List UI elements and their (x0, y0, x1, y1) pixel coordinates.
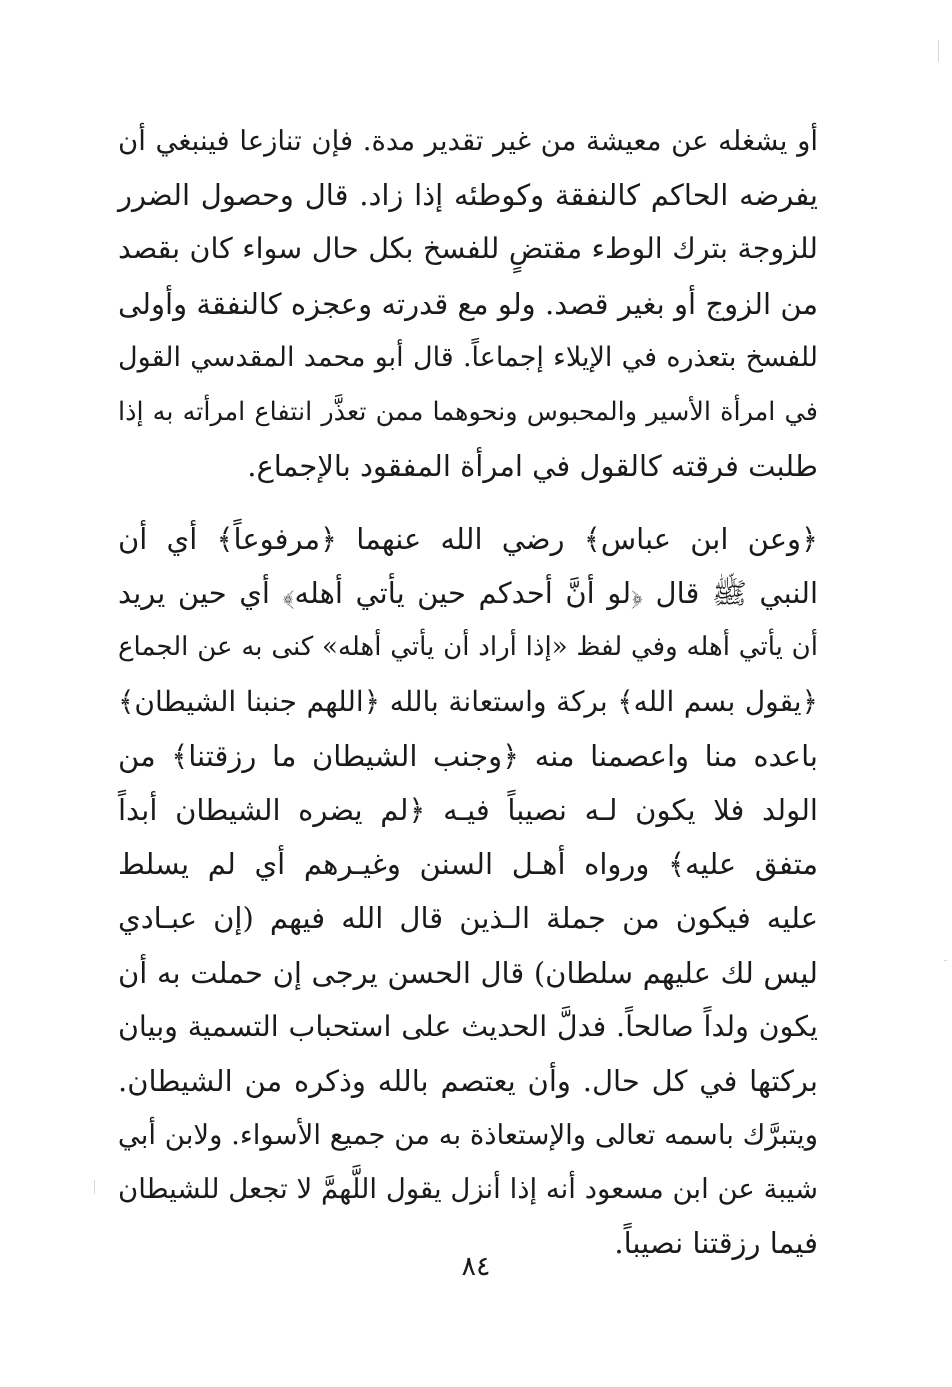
text-line: ويتبرَّك باسمه تعالى والإستعاذة به من جميع الأسواء. ولابن أبي (117, 1119, 818, 1152)
text-line: ﴿يقول بسم الله﴾ بركة واستعانة بالله ﴿اللهم جنبنا الشيطان﴾ (118, 684, 818, 718)
text-line: للزوجة بترك الوطء مقتضٍ للفسخ بكل حال سواء كان بقصد (118, 232, 818, 266)
text-line: عليه فيكون من جملة الـذين قال الله فيهم (إن عبـادي (118, 901, 818, 936)
text-line: النبي ﷺ قال ﴿لو أنَّ أحدكم حين يأتي أهله﴾ أي حين يريد (118, 576, 818, 611)
text-line: بركتها في كل حال. وأن يعتصم بالله وذكره من الشيطان. (118, 1063, 818, 1098)
page-number: ٨٤ (461, 1251, 491, 1282)
paragraph-1 (118, 114, 818, 493)
scan-mark (94, 1180, 95, 1194)
text-line: من الزوج أو بغير قصد. ولو مع قدرته وعجزه كالنفقة وأولى (118, 286, 818, 321)
text-line: يكون ولداً صالحاً. فدلَّ الحديث على استحباب التسمية وبيان (118, 1009, 818, 1043)
text-line: أن يأتي أهله وفي لفظ «إذا أراد أن يأتي أهله» كنى به عن الجماع (118, 632, 818, 663)
text-line: متفق عليه﴾ ورواه أهـل السنن وغيـرهم أي لم يسلط (118, 847, 818, 882)
paragraph-2 (118, 512, 818, 1271)
text-line: الولد فلا يكون لـه نصيباً فيـه ﴿لم يضره الشيطان أبداً (118, 792, 818, 827)
scan-mark (944, 960, 947, 961)
text-line: ﴿وعن ابن عباس﴾ رضي الله عنهما ﴿مرفوعاً﴾ أي أن (118, 522, 818, 556)
text-line: للفسخ بتعذره في الإيلاء إجماعاً. قال أبو محمد المقدسي القول (118, 341, 818, 373)
text-line: ليس لك عليهم سلطان) قال الحسن يرجى إن حملت به أن (118, 955, 818, 990)
text-line: شيبة عن ابن مسعود أنه إذا أنزل يقول اللَّهمَّ لا تجعل للشيطان (118, 1173, 818, 1206)
text-line: فيما رزقتنا نصيباً. (614, 1226, 818, 1261)
text-line: أو يشغله عن معيشة من غير تقدير مدة. فإن تنازعا فينبغي أن (118, 125, 818, 157)
text-line: طلبت فرقته كالقول في امرأة المفقود بالإجماع. (247, 449, 818, 484)
scan-mark (938, 40, 939, 62)
text-line: باعده منا واعصمنا منه ﴿وجنب الشيطان ما رزقتنا﴾ من (118, 738, 818, 773)
text-line: يفرضه الحاكم كالنفقة وكوطئه إذا زاد. قال وحصول الضرر (118, 178, 818, 213)
text-line: في امرأة الأسير والمحبوس ونحوهما ممن تعذَّر انتفاع امرأته به إذا (118, 396, 818, 427)
